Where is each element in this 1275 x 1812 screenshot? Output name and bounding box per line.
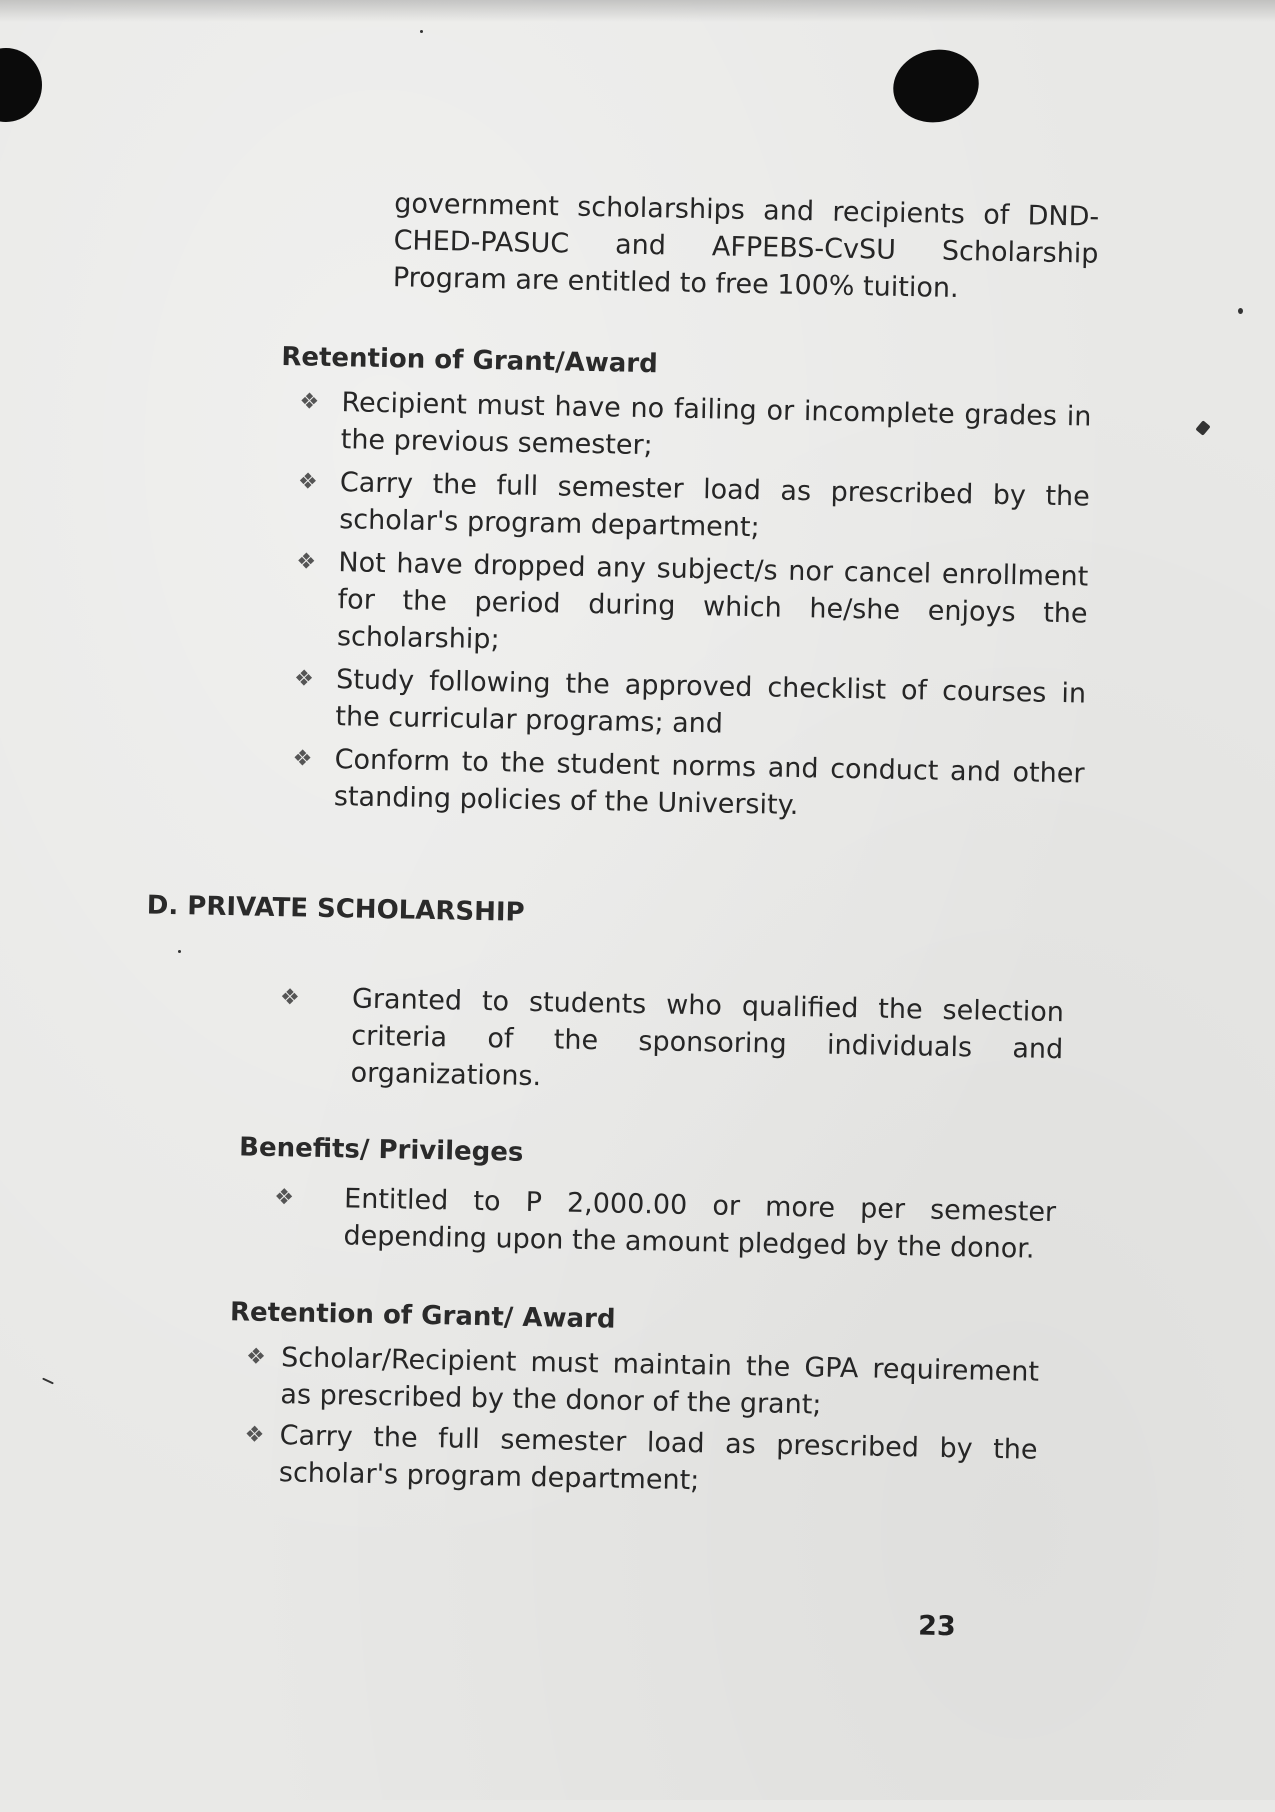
list-item-text: Recipient must have no failing or incomplete grades in the previous semester; bbox=[340, 387, 1092, 462]
benefits-heading: Benefits/ Privileges bbox=[238, 1132, 524, 1168]
list-item-text: Carry the full semester load as prescribed by the scholar's program department; bbox=[278, 1420, 1038, 1497]
four-diamond-star-icon: ❖ bbox=[292, 746, 313, 772]
private-scholarship-list bbox=[279, 980, 1065, 1105]
list-item bbox=[244, 1417, 1038, 1506]
list-item-text: Entitled to P 2,000.00 or more per semester depending upon the amount pledged by the donor. bbox=[343, 1183, 1057, 1265]
benefits-list bbox=[273, 1180, 1057, 1268]
list-item-text: Granted to students who qualified the selection criteria of the sponsoring individuals and organizations. bbox=[350, 983, 1065, 1093]
four-diamond-star-icon: ❖ bbox=[297, 469, 318, 495]
private-scholarship-heading: D. PRIVATE SCHOLARSHIP bbox=[146, 890, 525, 928]
list-item bbox=[297, 464, 1091, 552]
list-item-text: Conform to the student norms and conduct and other standing policies of the University. bbox=[333, 744, 1085, 822]
four-diamond-star-icon: ❖ bbox=[296, 549, 317, 575]
list-item bbox=[293, 661, 1087, 749]
list-item bbox=[299, 384, 1092, 472]
page-number: 23 bbox=[917, 1610, 956, 1643]
list-item bbox=[296, 544, 1089, 669]
four-diamond-star-icon: ❖ bbox=[244, 1422, 265, 1448]
list-item-text: Study following the approved checklist of courses in the curricular programs; and bbox=[335, 664, 1087, 740]
list-item bbox=[245, 1339, 1040, 1428]
retention-heading-1: Retention of Grant/Award bbox=[281, 342, 659, 380]
four-diamond-star-icon: ❖ bbox=[299, 389, 320, 415]
four-diamond-star-icon: ❖ bbox=[273, 1185, 295, 1211]
intro-paragraph: government scholarships and recipients of DND-CHED-PASUC and AFPEBS-CvSU Scholarship Program are entitled to free 100% tuition. bbox=[392, 188, 1100, 305]
four-diamond-star-icon: ❖ bbox=[293, 666, 315, 692]
list-item-text: Carry the full semester load as prescribed by the scholar's program department; bbox=[338, 467, 1091, 544]
four-diamond-star-icon: ❖ bbox=[279, 985, 301, 1011]
retention-list-2 bbox=[244, 1339, 1040, 1506]
retention-heading-2: Retention of Grant/ Award bbox=[229, 1297, 616, 1335]
list-item-text: Scholar/Recipient must maintain the GPA requirement as prescribed by the donor of the grant; bbox=[280, 1342, 1040, 1421]
list-item bbox=[273, 1180, 1057, 1268]
list-item bbox=[279, 980, 1065, 1105]
retention-list-1 bbox=[292, 384, 1092, 829]
list-item-text: Not have dropped any subject/s nor cancel enrollment for the period during which he/she enjoys the scholarship; bbox=[336, 547, 1089, 656]
four-diamond-star-icon: ❖ bbox=[245, 1344, 267, 1370]
list-item bbox=[292, 741, 1085, 829]
